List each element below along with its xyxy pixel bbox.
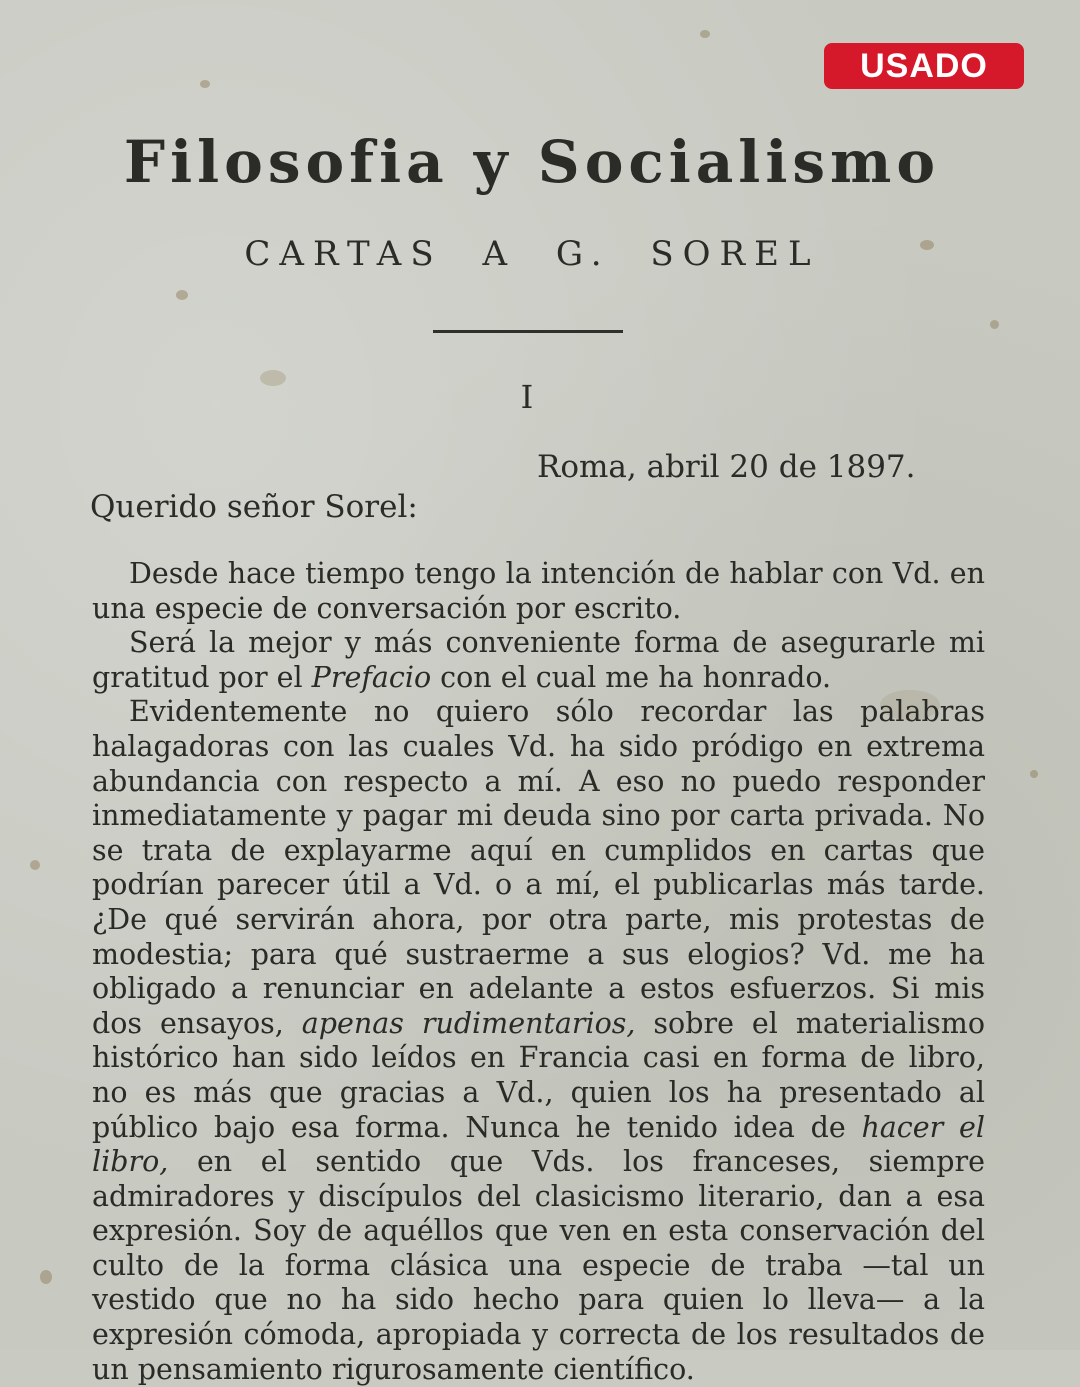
foxing-spot <box>700 30 710 38</box>
italic-text: apenas rudimentarios, <box>301 1006 636 1040</box>
foxing-spot <box>200 80 210 88</box>
paragraph-text: Será la mejor y más conveniente forma de asegurarle mi gratitud por el <box>92 626 985 694</box>
foxing-spot <box>1030 770 1038 778</box>
letter-number: I <box>520 378 534 416</box>
paragraph-text: en el sentido que Vds. los franceses, siempre admiradores y discípulos del clasicismo literario, dan a esa expresión. Soy de aquéllos que ven en esta conservación del culto de la forma clásica una especie de traba —tal un vestido que no ha sido hecho para quien lo lleva— a la expresión cómoda, apropiada y correcta de los resultados de un pensamiento rigurosamente científico. <box>92 1145 985 1386</box>
paragraph-text: sobre el materialismo histórico han sido leídos en Francia casi en forma de libro, no es más que gracias a Vd., quien los ha presentado al público bajo esa forma. Nunca he tenido idea de <box>92 1006 985 1144</box>
used-condition-badge: USADO <box>824 43 1024 89</box>
paragraph <box>92 695 985 1387</box>
letter-salutation: Querido señor Sorel: <box>90 489 418 525</box>
paragraph <box>92 557 985 626</box>
italic-text: Prefacio <box>311 660 432 694</box>
paragraph-text: Evidentemente no quiero sólo recordar las palabras halagadoras con las cuales Vd. ha sido pródigo en extrema abundancia con respecto a mí. A eso no puedo responder inmediatamente y pagar mi deuda sino por carta privada. No se trata de explayarme aquí en cumplidos en cartas que podrían parecer útil a Vd. o a mí, el publicarlas más tarde. ¿De qué servirán ahora, por otra parte, mis protestas de modestia; para qué sustraerme a sus elogios? Vd. me ha obligado a renunciar en adelante a estos esfuerzos. Si mis dos ensayos, <box>92 695 985 1040</box>
foxing-spot <box>176 290 188 300</box>
italic-text: hacer el libro, <box>92 1110 985 1179</box>
paragraph-text: Desde hace tiempo tengo la intención de hablar con Vd. en una especie de conversación por escrito. <box>92 557 985 625</box>
page-title: Filosofia y Socialismo <box>123 128 941 196</box>
letter-body <box>92 557 985 1387</box>
foxing-spot <box>30 860 40 870</box>
paragraph <box>92 626 985 695</box>
paragraph-text: con el cual me ha honrado. <box>431 660 832 694</box>
letter-dateline: Roma, abril 20 de 1897. <box>537 449 916 485</box>
page-subtitle: CARTAS A G. SOREL <box>244 234 820 274</box>
foxing-spot <box>40 1270 52 1284</box>
title-divider <box>433 330 623 333</box>
foxing-spot <box>990 320 999 329</box>
